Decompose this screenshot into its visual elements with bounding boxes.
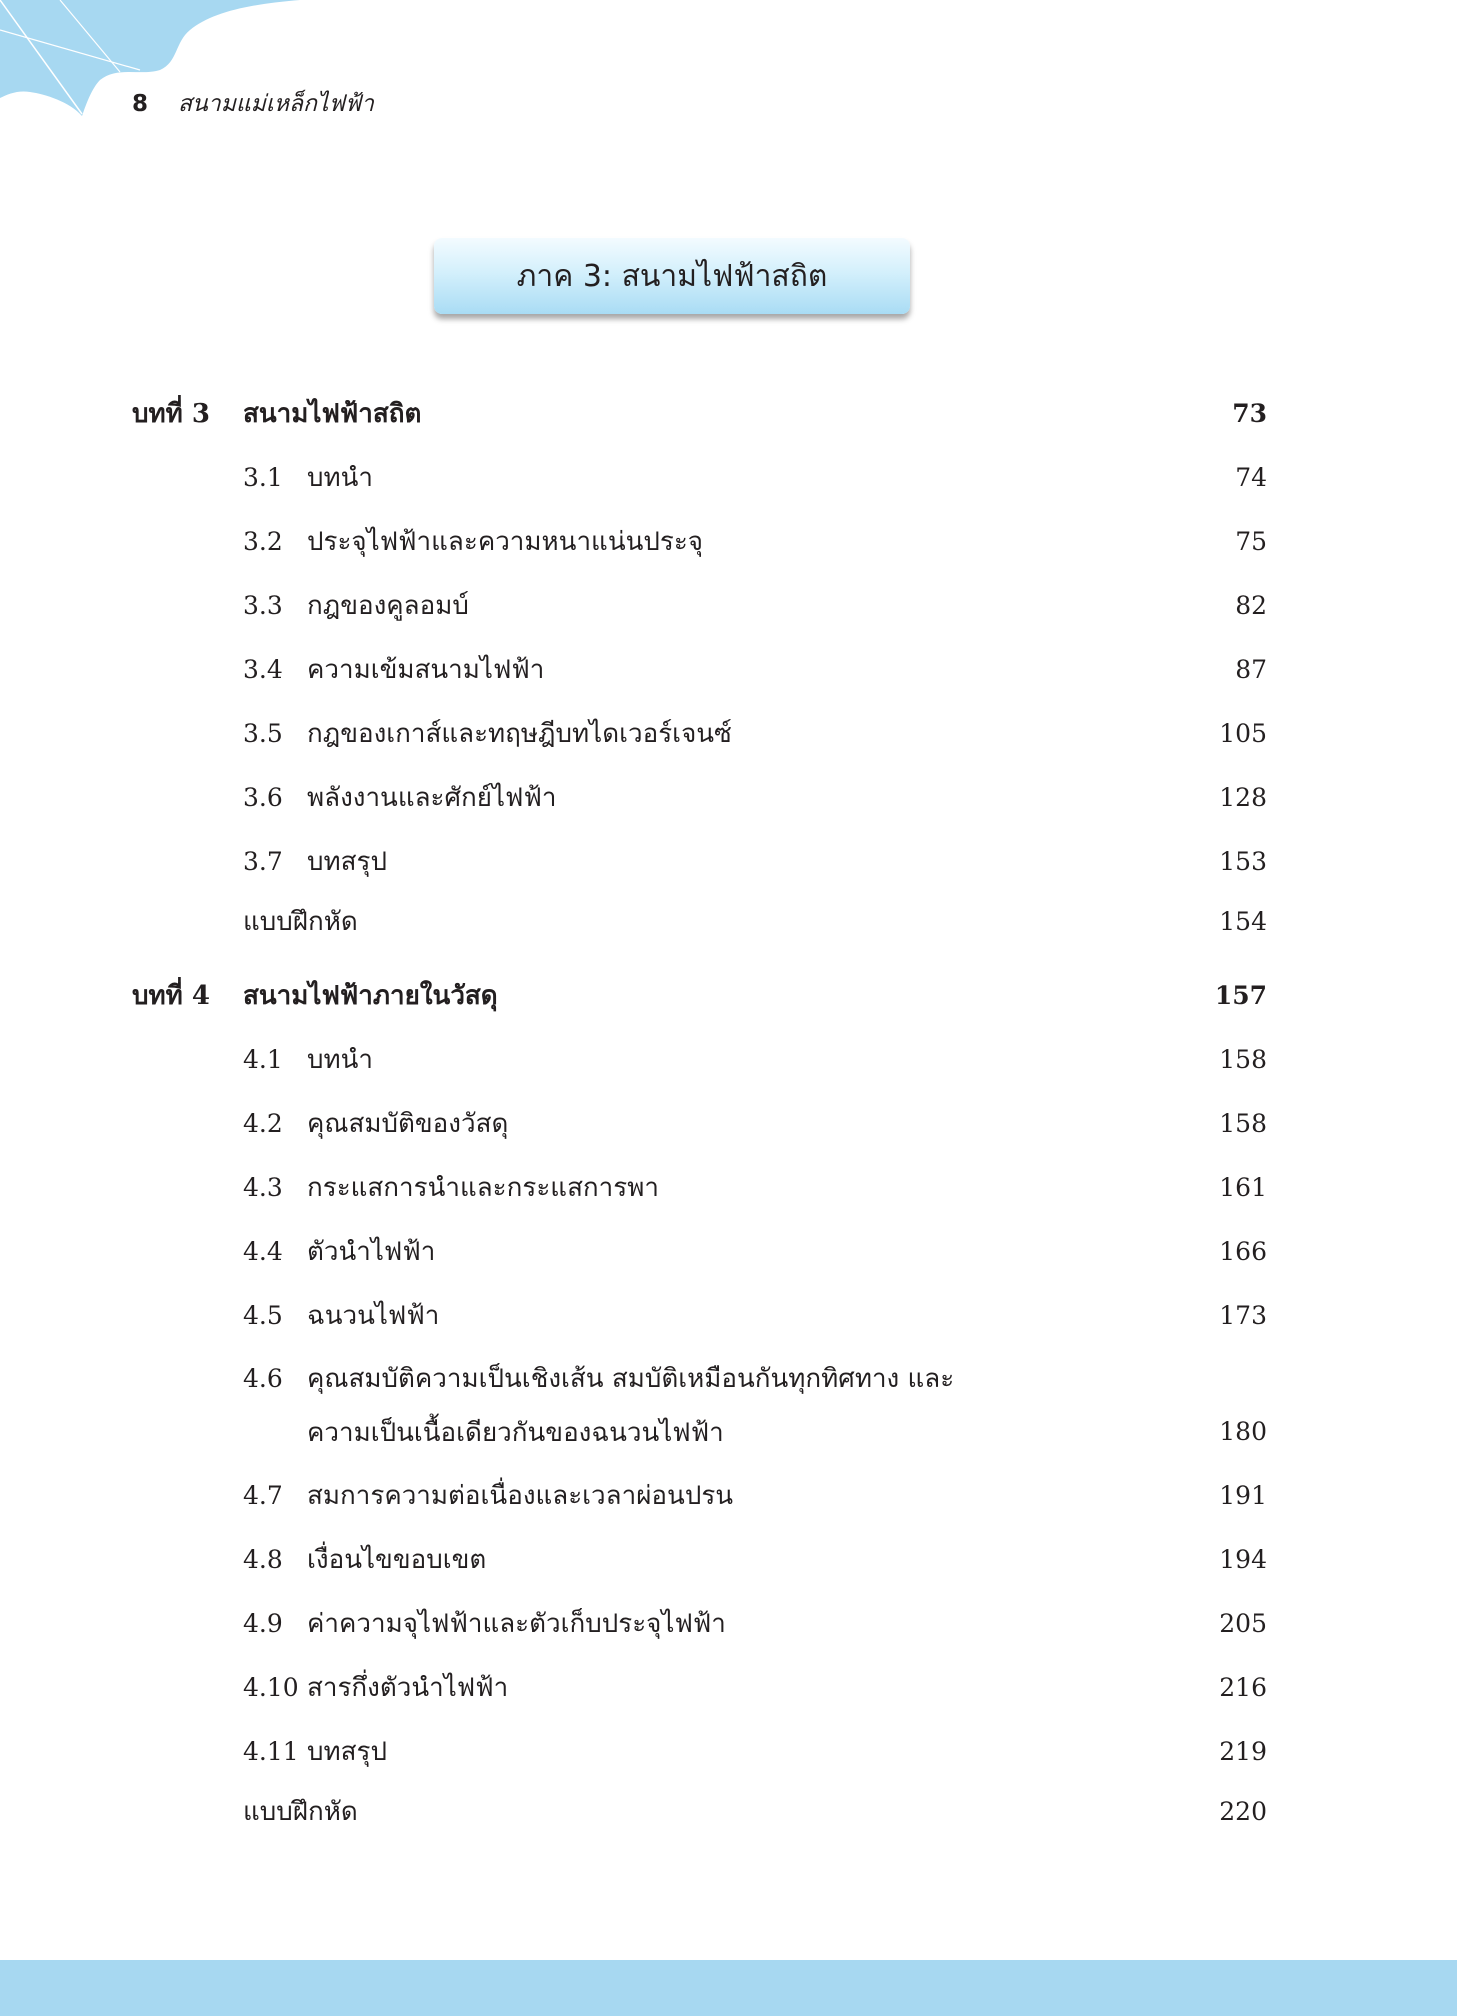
section-number: 3.5: [243, 719, 283, 748]
section-title: กฎของเกาส์และทฤษฎีบทไดเวอร์เจนซ์: [307, 719, 732, 749]
chapter-title: สนามไฟฟ้าภายในวัสดุ: [243, 981, 498, 1011]
section-title: บทนำ: [307, 1045, 374, 1075]
page-ref: 216: [1219, 1673, 1267, 1702]
toc-section-4-2: [0, 1100, 1457, 1148]
section-number: 4.10: [243, 1673, 299, 1702]
page-ref: 153: [1219, 847, 1267, 876]
toc-chapter-4: [0, 972, 1457, 1020]
section-number: 4.1: [243, 1045, 283, 1074]
book-title: สนามแม่เหล็กไฟฟ้า: [178, 91, 374, 117]
toc-section-3-3: [0, 582, 1457, 630]
exercises-title: แบบฝึกหัด: [243, 1797, 358, 1827]
running-header: [132, 84, 374, 124]
chapter-label: บทที่ 3: [132, 399, 210, 429]
page-ref: 173: [1219, 1301, 1267, 1330]
section-title: ค่าความจุไฟฟ้าและตัวเก็บประจุไฟฟ้า: [307, 1609, 726, 1639]
section-title: คุณสมบัติความเป็นเชิงเส้น สมบัติเหมือนกันทุกทิศทาง และความเป็นเนื้อเดียวกันของฉนวนไฟฟ้า: [307, 1364, 955, 1448]
section-title: บทสรุป: [307, 1737, 387, 1767]
section-title: สารกึ่งตัวนำไฟฟ้า: [307, 1673, 509, 1703]
section-title: บทนำ: [307, 463, 374, 493]
section-number: 3.6: [243, 783, 283, 812]
page-ref: 87: [1235, 655, 1267, 684]
section-number: 4.4: [243, 1237, 283, 1266]
page-ref: 158: [1219, 1045, 1267, 1074]
page-ref: 166: [1219, 1237, 1267, 1266]
exercises-title: แบบฝึกหัด: [243, 907, 358, 937]
toc-section-3-2: [0, 518, 1457, 566]
toc-section-3-7: [0, 838, 1457, 886]
page-ref: 154: [1219, 907, 1267, 936]
page-ref: 219: [1219, 1737, 1267, 1766]
section-number: 3.1: [243, 463, 283, 492]
page-ref: 158: [1219, 1109, 1267, 1138]
section-number: 4.2: [243, 1109, 283, 1138]
page-ref: 191: [1219, 1481, 1267, 1510]
section-number: 4.9: [243, 1609, 283, 1638]
toc-section-3-4: [0, 646, 1457, 694]
toc-section-4-3: [0, 1164, 1457, 1212]
toc-section-3-5: [0, 710, 1457, 758]
section-number: 4.7: [243, 1481, 283, 1510]
page-ref: 157: [1214, 981, 1267, 1010]
toc-section-4-5: [0, 1292, 1457, 1340]
page-ref: 180: [1219, 1417, 1267, 1446]
toc-section-4-1: [0, 1036, 1457, 1084]
toc-section-3-1: [0, 454, 1457, 502]
section-number: 3.2: [243, 527, 283, 556]
section-title: ฉนวนไฟฟ้า: [307, 1301, 440, 1331]
chapter-title: สนามไฟฟ้าสถิต: [243, 399, 422, 429]
chapter-label: บทที่ 4: [132, 981, 210, 1011]
toc-exercises-4: [0, 1788, 1457, 1836]
section-title: คุณสมบัติของวัสดุ: [307, 1109, 509, 1139]
toc-section-4-9: [0, 1600, 1457, 1648]
section-number: 4.3: [243, 1173, 283, 1202]
section-title: บทสรุป: [307, 847, 387, 877]
part-heading: ภาค 3: สนามไฟฟ้าสถิต: [434, 238, 910, 314]
toc-chapter-3: [0, 390, 1457, 438]
page-ref: 75: [1235, 527, 1267, 556]
page-ref: 220: [1219, 1797, 1267, 1826]
page-ref: 205: [1219, 1609, 1267, 1638]
section-title: สมการความต่อเนื่องและเวลาผ่อนปรน: [307, 1481, 734, 1511]
section-title: ตัวนำไฟฟ้า: [307, 1237, 436, 1267]
toc-section-4-11: [0, 1728, 1457, 1776]
section-title: ประจุไฟฟ้าและความหนาแน่นประจุ: [307, 527, 704, 557]
section-number: 3.3: [243, 591, 283, 620]
section-number: 3.4: [243, 655, 283, 684]
toc-section-3-6: [0, 774, 1457, 822]
toc-section-4-10: [0, 1664, 1457, 1712]
section-number: 4.8: [243, 1545, 283, 1574]
page-ref: 128: [1219, 783, 1267, 812]
page-ref: 194: [1219, 1545, 1267, 1574]
page-ref: 74: [1235, 463, 1267, 492]
page-ref: 105: [1219, 719, 1267, 748]
toc-section-4-7: [0, 1472, 1457, 1520]
section-number: 4.11: [243, 1737, 299, 1766]
section-title: ความเข้มสนามไฟฟ้า: [307, 655, 545, 685]
section-number: 4.5: [243, 1301, 283, 1330]
page-ref: 161: [1219, 1173, 1267, 1202]
section-title: พลังงานและศักย์ไฟฟ้า: [307, 783, 557, 813]
page-ref: 73: [1232, 399, 1267, 428]
section-title: กฎของคูลอมบ์: [307, 591, 469, 621]
section-number: 4.6: [243, 1364, 283, 1393]
toc-exercises-3: [0, 898, 1457, 946]
page-number: 8: [132, 91, 149, 117]
toc-section-4-6: [0, 1352, 1457, 1456]
page-ref: 82: [1235, 591, 1267, 620]
section-title: กระแสการนำและกระแสการพา: [307, 1173, 659, 1203]
footer-band: [0, 1960, 1457, 2016]
section-title: เงื่อนไขขอบเขต: [307, 1545, 487, 1575]
section-number: 3.7: [243, 847, 283, 876]
toc-section-4-8: [0, 1536, 1457, 1584]
toc-section-4-4: [0, 1228, 1457, 1276]
